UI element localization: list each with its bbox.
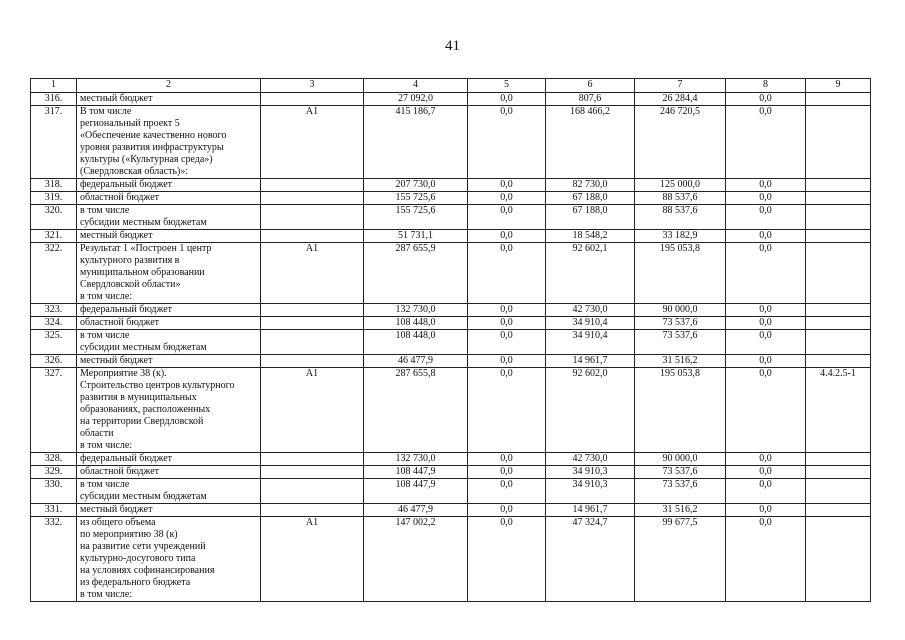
amount-cell-col5: 0,0 xyxy=(468,192,546,205)
column-header: 4 xyxy=(364,79,468,93)
amount-cell-col7: 26 284,4 xyxy=(635,93,726,106)
table-row xyxy=(31,330,871,355)
target-index-cell: 4.4.2.5-1 xyxy=(806,368,871,453)
row-name-cell: областной бюджет xyxy=(77,192,261,205)
target-index-cell xyxy=(806,504,871,517)
amount-cell-col8: 0,0 xyxy=(726,192,806,205)
column-header: 6 xyxy=(546,79,635,93)
target-code-cell xyxy=(261,317,364,330)
row-name-cell: федеральный бюджет xyxy=(77,453,261,466)
table-row xyxy=(31,230,871,243)
target-code-cell: А1 xyxy=(261,368,364,453)
amount-cell-col6: 14 961,7 xyxy=(546,504,635,517)
target-index-cell xyxy=(806,230,871,243)
target-index-cell xyxy=(806,317,871,330)
amount-cell-col8: 0,0 xyxy=(726,479,806,504)
total-amount-cell: 132 730,0 xyxy=(364,304,468,317)
table-row xyxy=(31,205,871,230)
row-number-cell: 331. xyxy=(31,504,77,517)
amount-cell-col7: 31 516,2 xyxy=(635,355,726,368)
amount-cell-col5: 0,0 xyxy=(468,93,546,106)
amount-cell-col5: 0,0 xyxy=(468,330,546,355)
column-header: 3 xyxy=(261,79,364,93)
total-amount-cell: 46 477,9 xyxy=(364,504,468,517)
row-name-cell: местный бюджет xyxy=(77,355,261,368)
column-header: 9 xyxy=(806,79,871,93)
row-name-cell: местный бюджет xyxy=(77,230,261,243)
amount-cell-col8: 0,0 xyxy=(726,230,806,243)
row-number-cell: 319. xyxy=(31,192,77,205)
total-amount-cell: 207 730,0 xyxy=(364,179,468,192)
amount-cell-col5: 0,0 xyxy=(468,243,546,304)
amount-cell-col8: 0,0 xyxy=(726,330,806,355)
amount-cell-col5: 0,0 xyxy=(468,479,546,504)
amount-cell-col6: 34 910,4 xyxy=(546,330,635,355)
row-name-cell: в том числе субсидии местным бюджетам xyxy=(77,205,261,230)
amount-cell-col6: 14 961,7 xyxy=(546,355,635,368)
amount-cell-col6: 47 324,7 xyxy=(546,517,635,602)
amount-cell-col7: 125 000,0 xyxy=(635,179,726,192)
row-number-cell: 317. xyxy=(31,106,77,179)
target-code-cell: А1 xyxy=(261,517,364,602)
amount-cell-col7: 195 053,8 xyxy=(635,243,726,304)
amount-cell-col5: 0,0 xyxy=(468,230,546,243)
amount-cell-col6: 807,6 xyxy=(546,93,635,106)
amount-cell-col8: 0,0 xyxy=(726,368,806,453)
target-code-cell xyxy=(261,355,364,368)
amount-cell-col5: 0,0 xyxy=(468,504,546,517)
column-header: 5 xyxy=(468,79,546,93)
total-amount-cell: 108 447,9 xyxy=(364,479,468,504)
amount-cell-col8: 0,0 xyxy=(726,243,806,304)
table-row xyxy=(31,368,871,453)
target-index-cell xyxy=(806,355,871,368)
total-amount-cell: 27 092,0 xyxy=(364,93,468,106)
total-amount-cell: 415 186,7 xyxy=(364,106,468,179)
total-amount-cell: 108 447,9 xyxy=(364,466,468,479)
total-amount-cell: 46 477,9 xyxy=(364,355,468,368)
amount-cell-col5: 0,0 xyxy=(468,368,546,453)
amount-cell-col7: 73 537,6 xyxy=(635,330,726,355)
header-row xyxy=(31,79,871,93)
amount-cell-col5: 0,0 xyxy=(468,179,546,192)
budget-table xyxy=(30,78,871,602)
row-name-cell: В том числе региональный проект 5 «Обеспечение качественно нового уровня развития инфраструктуры культуры («Культурная среда») (Свердловская область)»: xyxy=(77,106,261,179)
row-name-cell: областной бюджет xyxy=(77,317,261,330)
column-header: 2 xyxy=(77,79,261,93)
table-row xyxy=(31,517,871,602)
table-row xyxy=(31,355,871,368)
row-number-cell: 318. xyxy=(31,179,77,192)
row-name-cell: федеральный бюджет xyxy=(77,304,261,317)
target-code-cell xyxy=(261,304,364,317)
amount-cell-col7: 31 516,2 xyxy=(635,504,726,517)
target-index-cell xyxy=(806,479,871,504)
row-number-cell: 316. xyxy=(31,93,77,106)
target-code-cell xyxy=(261,205,364,230)
table-body xyxy=(31,93,871,602)
amount-cell-col7: 90 000,0 xyxy=(635,453,726,466)
row-name-cell: местный бюджет xyxy=(77,93,261,106)
amount-cell-col6: 92 602,1 xyxy=(546,243,635,304)
amount-cell-col7: 88 537,6 xyxy=(635,205,726,230)
amount-cell-col7: 73 537,6 xyxy=(635,317,726,330)
amount-cell-col5: 0,0 xyxy=(468,453,546,466)
row-name-cell: в том числе субсидии местным бюджетам xyxy=(77,479,261,504)
target-code-cell xyxy=(261,479,364,504)
amount-cell-col6: 34 910,3 xyxy=(546,466,635,479)
amount-cell-col5: 0,0 xyxy=(468,355,546,368)
table-row xyxy=(31,466,871,479)
target-code-cell: А1 xyxy=(261,106,364,179)
amount-cell-col8: 0,0 xyxy=(726,453,806,466)
total-amount-cell: 155 725,6 xyxy=(364,192,468,205)
amount-cell-col7: 33 182,9 xyxy=(635,230,726,243)
amount-cell-col6: 34 910,4 xyxy=(546,317,635,330)
target-index-cell xyxy=(806,192,871,205)
target-code-cell xyxy=(261,466,364,479)
amount-cell-col6: 18 548,2 xyxy=(546,230,635,243)
table-row xyxy=(31,479,871,504)
amount-cell-col7: 246 720,5 xyxy=(635,106,726,179)
table-row xyxy=(31,192,871,205)
amount-cell-col6: 34 910,3 xyxy=(546,479,635,504)
target-index-cell xyxy=(806,304,871,317)
total-amount-cell: 287 655,9 xyxy=(364,243,468,304)
table-row xyxy=(31,243,871,304)
amount-cell-col8: 0,0 xyxy=(726,317,806,330)
total-amount-cell: 147 002,2 xyxy=(364,517,468,602)
amount-cell-col7: 73 537,6 xyxy=(635,479,726,504)
column-header: 1 xyxy=(31,79,77,93)
amount-cell-col5: 0,0 xyxy=(468,106,546,179)
target-code-cell: А1 xyxy=(261,243,364,304)
target-index-cell xyxy=(806,453,871,466)
table-row xyxy=(31,106,871,179)
amount-cell-col8: 0,0 xyxy=(726,504,806,517)
row-name-cell: областной бюджет xyxy=(77,466,261,479)
total-amount-cell: 132 730,0 xyxy=(364,453,468,466)
target-code-cell xyxy=(261,230,364,243)
column-header: 8 xyxy=(726,79,806,93)
row-number-cell: 325. xyxy=(31,330,77,355)
target-index-cell xyxy=(806,93,871,106)
row-number-cell: 323. xyxy=(31,304,77,317)
row-number-cell: 321. xyxy=(31,230,77,243)
amount-cell-col6: 67 188,0 xyxy=(546,205,635,230)
amount-cell-col5: 0,0 xyxy=(468,205,546,230)
amount-cell-col6: 168 466,2 xyxy=(546,106,635,179)
target-index-cell xyxy=(806,179,871,192)
row-name-cell: местный бюджет xyxy=(77,504,261,517)
total-amount-cell: 155 725,6 xyxy=(364,205,468,230)
amount-cell-col8: 0,0 xyxy=(726,106,806,179)
row-name-cell: Результат 1 «Построен 1 центр культурного развития в муниципальном образовании Свердловской области» в том числе: xyxy=(77,243,261,304)
amount-cell-col6: 82 730,0 xyxy=(546,179,635,192)
column-header: 7 xyxy=(635,79,726,93)
row-number-cell: 330. xyxy=(31,479,77,504)
table-row xyxy=(31,93,871,106)
target-index-cell xyxy=(806,205,871,230)
target-code-cell xyxy=(261,192,364,205)
amount-cell-col7: 99 677,5 xyxy=(635,517,726,602)
target-code-cell xyxy=(261,93,364,106)
table-row xyxy=(31,504,871,517)
amount-cell-col7: 73 537,6 xyxy=(635,466,726,479)
table-row xyxy=(31,179,871,192)
amount-cell-col8: 0,0 xyxy=(726,304,806,317)
row-number-cell: 329. xyxy=(31,466,77,479)
amount-cell-col8: 0,0 xyxy=(726,205,806,230)
row-name-cell: из общего объема по мероприятию 38 (к) на развитие сети учреждений культурно-досугового типа на условиях софинансирования из федерального бюджета в том числе: xyxy=(77,517,261,602)
amount-cell-col6: 42 730,0 xyxy=(546,304,635,317)
amount-cell-col6: 42 730,0 xyxy=(546,453,635,466)
target-index-cell xyxy=(806,106,871,179)
row-number-cell: 328. xyxy=(31,453,77,466)
row-name-cell: в том числе субсидии местным бюджетам xyxy=(77,330,261,355)
amount-cell-col8: 0,0 xyxy=(726,517,806,602)
amount-cell-col8: 0,0 xyxy=(726,179,806,192)
total-amount-cell: 108 448,0 xyxy=(364,317,468,330)
row-number-cell: 326. xyxy=(31,355,77,368)
page-number: 41 xyxy=(445,38,460,54)
amount-cell-col7: 195 053,8 xyxy=(635,368,726,453)
amount-cell-col6: 67 188,0 xyxy=(546,192,635,205)
amount-cell-col5: 0,0 xyxy=(468,466,546,479)
target-code-cell xyxy=(261,453,364,466)
target-index-cell xyxy=(806,466,871,479)
target-index-cell xyxy=(806,330,871,355)
total-amount-cell: 287 655,8 xyxy=(364,368,468,453)
row-number-cell: 320. xyxy=(31,205,77,230)
target-index-cell xyxy=(806,243,871,304)
total-amount-cell: 51 731,1 xyxy=(364,230,468,243)
amount-cell-col5: 0,0 xyxy=(468,517,546,602)
amount-cell-col5: 0,0 xyxy=(468,304,546,317)
table-header xyxy=(31,79,871,93)
row-name-cell: Мероприятие 38 (к). Строительство центров культурного развития в муниципальных образованиях, расположенных на территории Свердловской области в том числе: xyxy=(77,368,261,453)
target-code-cell xyxy=(261,504,364,517)
table-row xyxy=(31,453,871,466)
total-amount-cell: 108 448,0 xyxy=(364,330,468,355)
amount-cell-col7: 88 537,6 xyxy=(635,192,726,205)
row-number-cell: 322. xyxy=(31,243,77,304)
row-number-cell: 324. xyxy=(31,317,77,330)
amount-cell-col7: 90 000,0 xyxy=(635,304,726,317)
amount-cell-col8: 0,0 xyxy=(726,466,806,479)
target-code-cell xyxy=(261,179,364,192)
target-code-cell xyxy=(261,330,364,355)
amount-cell-col5: 0,0 xyxy=(468,317,546,330)
table-row xyxy=(31,304,871,317)
row-number-cell: 332. xyxy=(31,517,77,602)
amount-cell-col6: 92 602,0 xyxy=(546,368,635,453)
table-row xyxy=(31,317,871,330)
amount-cell-col8: 0,0 xyxy=(726,93,806,106)
amount-cell-col8: 0,0 xyxy=(726,355,806,368)
row-name-cell: федеральный бюджет xyxy=(77,179,261,192)
target-index-cell xyxy=(806,517,871,602)
row-number-cell: 327. xyxy=(31,368,77,453)
